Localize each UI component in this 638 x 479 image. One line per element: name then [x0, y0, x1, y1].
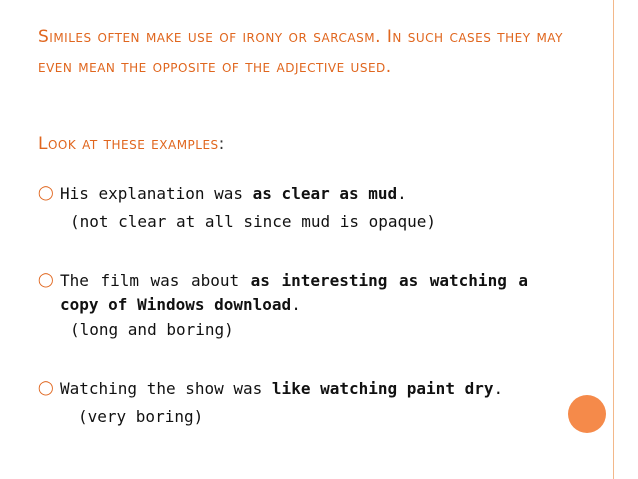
example-bullet-2	[38, 269, 558, 342]
example-prefix: The film was about	[60, 271, 251, 290]
example-suffix: .	[493, 379, 504, 398]
example-bullet-3	[38, 377, 558, 429]
decorative-orange-dot	[568, 395, 606, 433]
example-note-1: (not clear at all since mud is opaque)	[70, 212, 437, 231]
example-suffix: .	[397, 184, 407, 203]
example-bullet-1	[38, 182, 558, 234]
examples-heading	[38, 134, 225, 154]
slide-right-border	[613, 0, 614, 479]
slide-title: Similes often make use of irony or sarcasm. In such cases they may even mean the opposite of the adjective used.	[38, 27, 563, 77]
example-emphasis: like watching paint dry	[271, 379, 494, 398]
example-text-2	[60, 269, 558, 317]
examples-heading-colon: :	[218, 134, 225, 154]
example-prefix: His explanation was	[60, 184, 253, 203]
example-suffix: .	[291, 295, 301, 314]
bullet-icon: ◯	[38, 380, 54, 396]
example-text-3	[60, 377, 558, 401]
example-emphasis: as interesting as watching a copy of Windows download	[60, 271, 528, 314]
bullet-icon: ◯	[38, 185, 54, 201]
example-text-1	[60, 182, 558, 206]
example-prefix: Watching the show was	[60, 379, 272, 398]
bullet-icon: ◯	[38, 272, 54, 288]
example-note-3: (very boring)	[78, 407, 204, 426]
examples-heading-text: Look at these examples	[38, 134, 219, 154]
example-note-2: (long and boring)	[70, 320, 234, 339]
example-emphasis: as clear as mud	[252, 184, 398, 203]
